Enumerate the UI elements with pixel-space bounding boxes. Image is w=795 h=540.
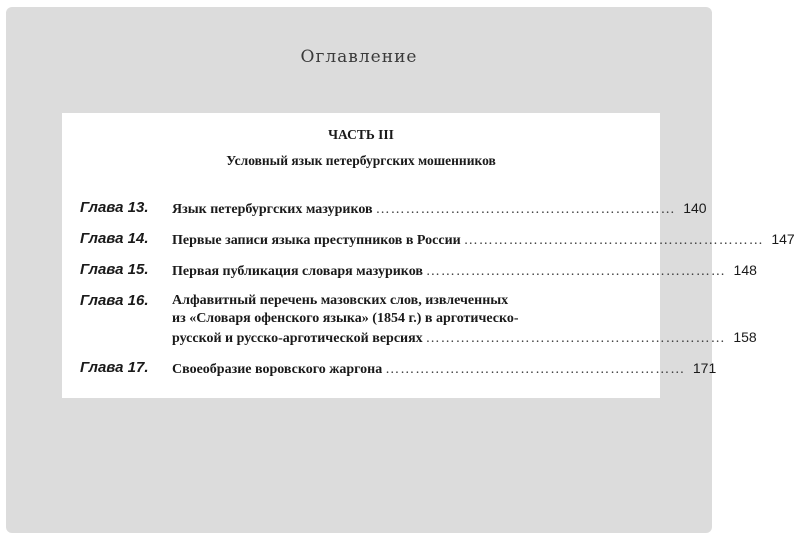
page-number: 158 [733, 329, 757, 345]
leader-dots: …………………………………………………… [385, 362, 686, 377]
chapter-title: Язык петербургских мазуриков [172, 202, 373, 217]
chapter-title: Первые записи языка преступников в России [172, 233, 461, 248]
chapter-title: Своеобразие воровского жаргона [172, 362, 383, 377]
chapter-number: Глава 16. [80, 292, 149, 309]
chapter-number: Глава 15. [80, 261, 149, 278]
scanned-page [62, 113, 795, 398]
chapter-title-line-1: Алфавитный перечень мазовских слов, извлеченных [172, 293, 509, 308]
chapter-number: Глава 14. [80, 230, 149, 247]
toc-entry [80, 199, 707, 219]
chapter-title: Первая публикация словаря мазуриков [172, 264, 423, 279]
table-of-contents [80, 199, 795, 390]
leader-dots: …………………………………………………… [463, 233, 764, 248]
page-number: 140 [683, 200, 707, 216]
page-number: 171 [692, 360, 717, 376]
toc-entry [80, 261, 757, 281]
page-number: 148 [733, 262, 757, 278]
slide [6, 7, 795, 533]
slide-title: Оглавление [300, 47, 418, 67]
leader-dots: …………………………………………………… [375, 202, 676, 217]
chapter-number: Глава 13. [80, 199, 149, 216]
toc-entry [80, 359, 717, 379]
part-subtitle: Условный язык петербургских мошенников [226, 153, 496, 168]
leader-dots: …………………………………………………… [425, 264, 726, 279]
chapter-number: Глава 17. [80, 359, 149, 376]
toc-entry [80, 292, 757, 348]
toc-entry [80, 230, 795, 250]
chapter-title-line-3: русской и русско-арготической версиях [172, 331, 423, 346]
leader-dots: …………………………………………………… [425, 331, 726, 346]
page-number: 147 [771, 231, 795, 247]
chapter-title-line-2: из «Словаря офенского языка» (1854 г.) в арготическо- [172, 311, 519, 326]
part-heading: ЧАСТЬ III [328, 127, 394, 142]
